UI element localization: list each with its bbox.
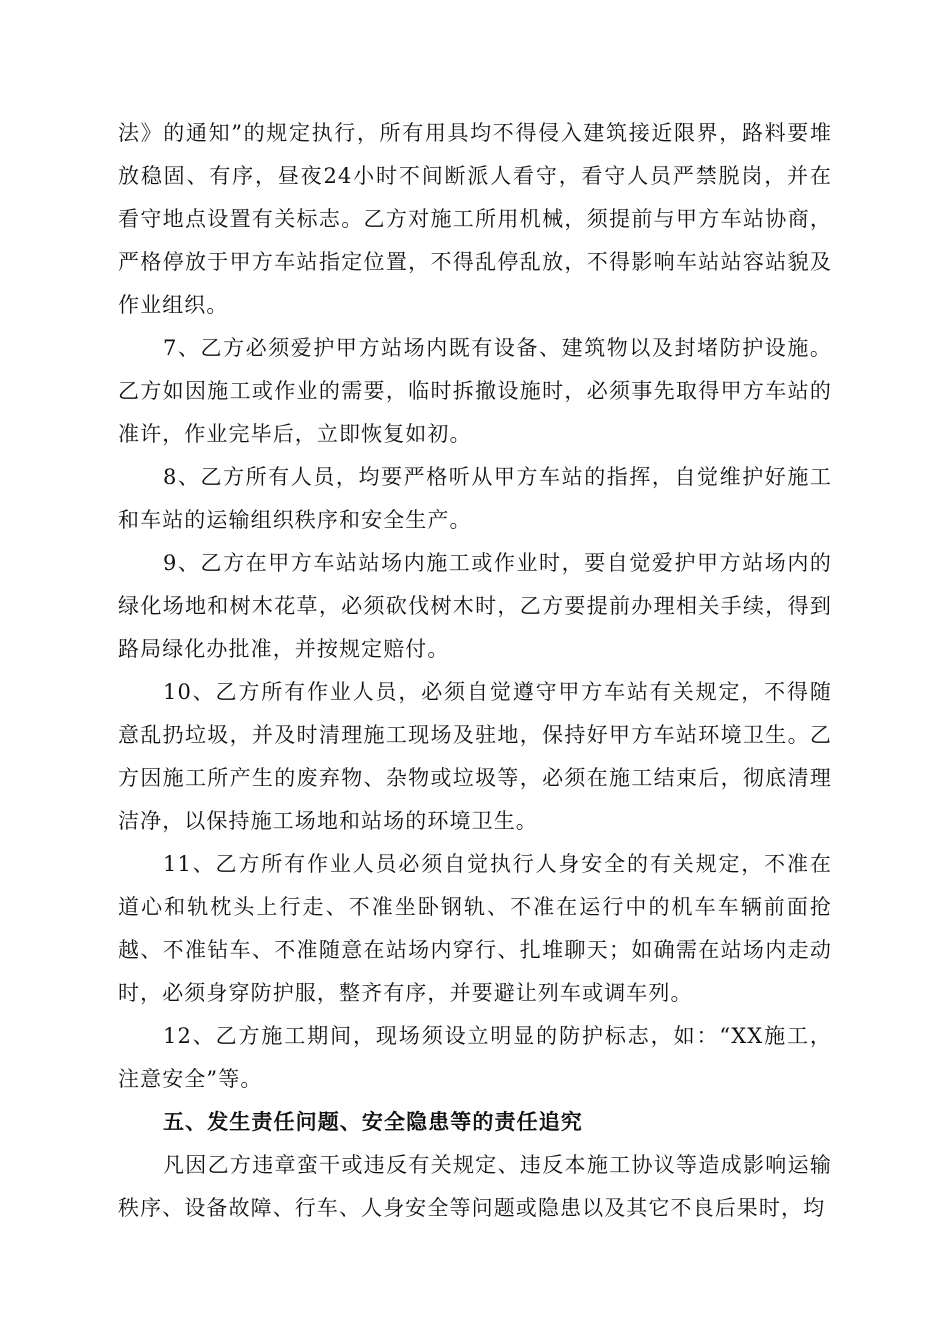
document-body [118, 112, 832, 1230]
paragraph-item-12: 12、乙方施工期间，现场须设立明显的防护标志，如：“XX施工，注意安全”等。 [118, 1024, 832, 1091]
paragraph-item-7: 7、乙方必须爱护甲方站场内既有设备、建筑物以及封堵防护设施。乙方如因施工或作业的需要，临时拆撤设施时，必须事先取得甲方车站的准许，作业完毕后，立即恢复如初。 [118, 336, 832, 446]
paragraph-liability: 凡因乙方违章蛮干或违反有关规定、违反本施工协议等造成影响运输秩序、设备故障、行车、人身安全等问题或隐患以及其它不良后果时，均 [118, 1153, 832, 1220]
paragraph-item-8: 8、乙方所有人员，均要严格听从甲方车站的指挥，自觉维护好施工和车站的运输组织秩序和安全生产。 [118, 465, 832, 532]
paragraph-item-9: 9、乙方在甲方车站站场内施工或作业时，要自觉爱护甲方站场内的绿化场地和树木花草，必须砍伐树木时，乙方要提前办理相关手续，得到路局绿化办批准，并按规定赔付。 [118, 551, 832, 661]
section-heading: 五、发生责任问题、安全隐患等的责任追究 [163, 1110, 583, 1134]
paragraph-item-10: 10、乙方所有作业人员，必须自觉遵守甲方车站有关规定，不得随意乱扔垃圾，并及时清理施工现场及驻地，保持好甲方车站环境卫生。乙方因施工所产生的废弃物、杂物或垃圾等，必须在施工结束后，彻底清理洁净，以保持施工场地和站场的环境卫生。 [118, 680, 832, 833]
paragraph-continuation: 法》的通知”的规定执行，所有用具均不得侵入建筑接近限界，路料要堆放稳固、有序，昼夜24小时不间断派人看守，看守人员严禁脱岗，并在看守地点设置有关标志。乙方对施工所用机械，须提前与甲方车站协商，严格停放于甲方车站指定位置，不得乱停乱放，不得影响车站站容站貌及作业组织。 [118, 121, 832, 317]
paragraph-item-11: 11、乙方所有作业人员必须自觉执行人身安全的有关规定，不准在道心和轨枕头上行走、不准坐卧钢轨、不准在运行中的机车车辆前面抢越、不准钻车、不准随意在站场内穿行、扎堆聊天；如确需在站场内走动时，必须身穿防护服，整齐有序，并要避让列车或调车列。 [118, 852, 832, 1005]
